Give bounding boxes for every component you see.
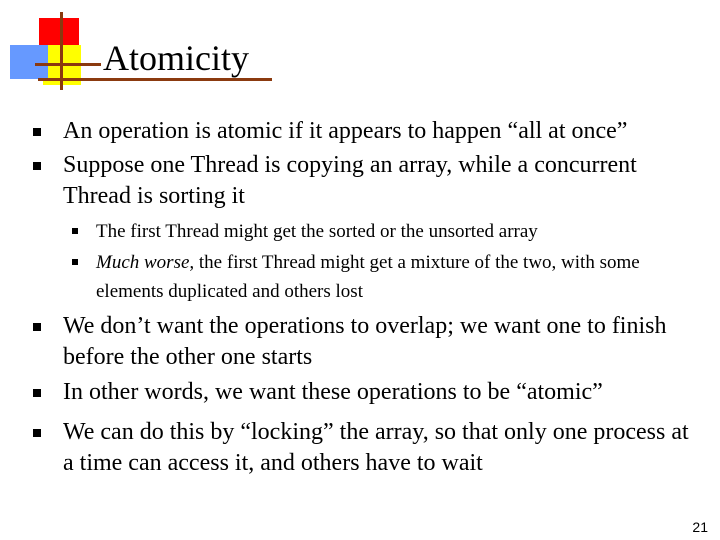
bullet-item [63, 150, 703, 212]
bullet-text: Suppose one Thread is copying an array, while a concurrent Thread is sorting it [63, 152, 637, 209]
bullet-text: We can do this by “locking” the array, so that only one process at a time can access it, and others have to wait [63, 419, 689, 476]
bullet-emphasis: Much worse, [96, 252, 195, 273]
bullet-item [63, 116, 703, 147]
square-bullet-icon [33, 429, 41, 437]
bullet-item [63, 311, 703, 373]
bullet-text: An operation is atomic if it appears to happen “all at once” [63, 118, 628, 144]
bullet-text: We don’t want the operations to overlap; we want one to finish before the other one starts [63, 313, 667, 370]
bullet-text: the first Thread might get a mixture of the two, with some elements duplicated and others lost [96, 252, 640, 302]
square-bullet-icon [33, 389, 41, 397]
square-bullet-icon [33, 162, 41, 170]
slide-title: Atomicity [103, 38, 249, 78]
square-bullet-icon [72, 228, 78, 234]
page-number: 21 [692, 519, 708, 535]
square-bullet-icon [72, 259, 78, 265]
bullet-text: The first Thread might get the sorted or the unsorted array [96, 221, 538, 242]
bullet-item [63, 377, 703, 408]
sub-bullet-item [96, 248, 696, 306]
bullet-text: In other words, we want these operations to be “atomic” [63, 379, 603, 405]
bullet-item [63, 417, 703, 479]
square-bullet-icon [33, 128, 41, 136]
square-bullet-icon [33, 323, 41, 331]
sub-bullet-item [96, 217, 696, 246]
